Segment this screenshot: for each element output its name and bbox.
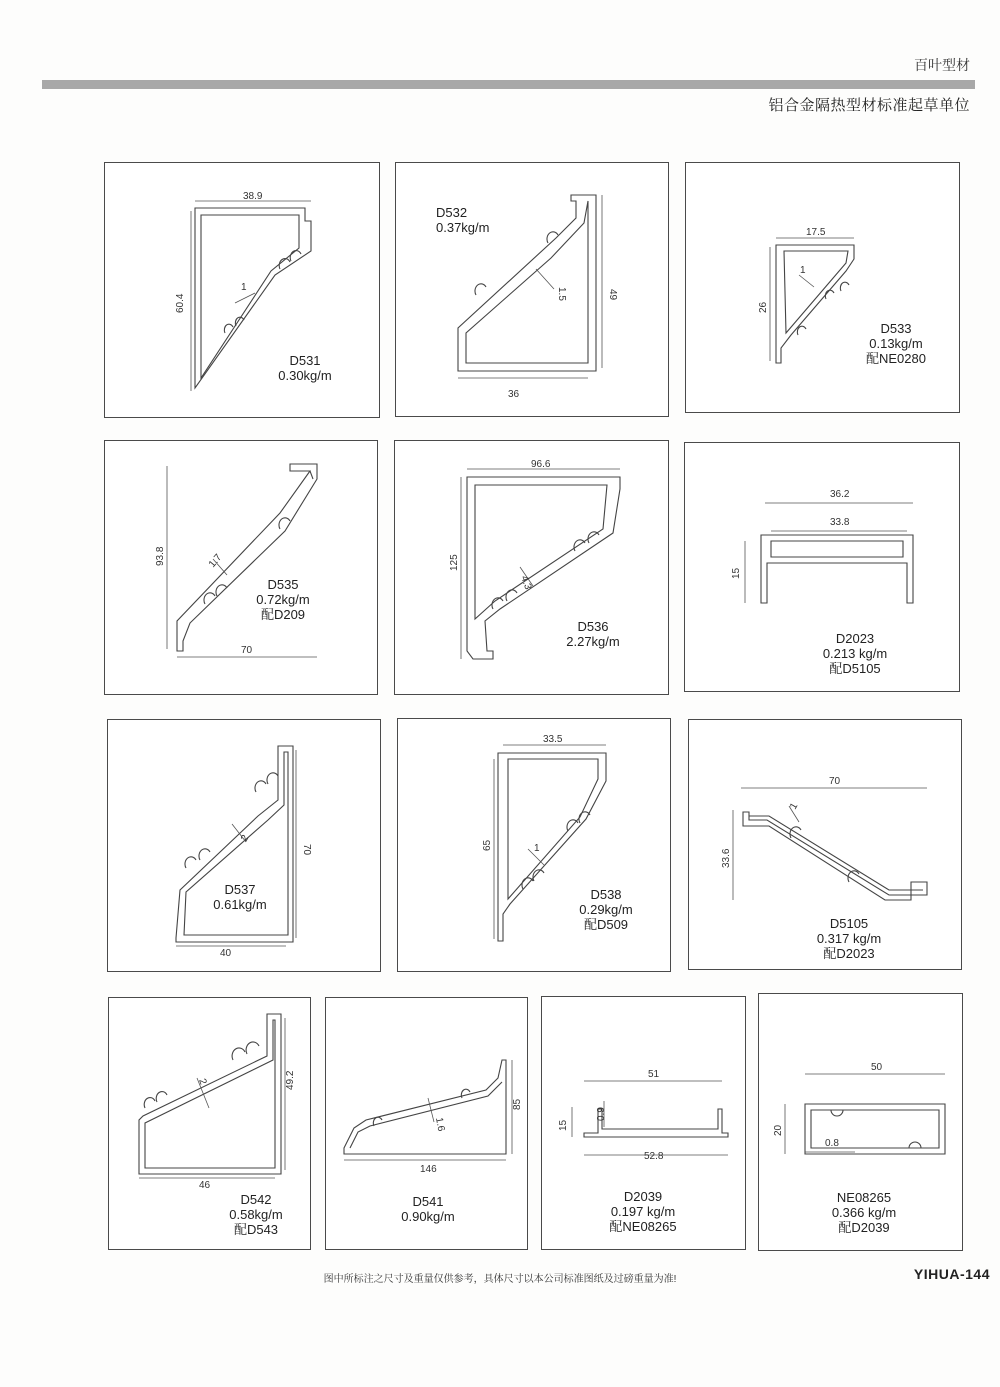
profile-panel-d531	[104, 162, 380, 418]
profile-code-d535: D535	[267, 577, 299, 592]
header-category: 百叶型材	[914, 57, 970, 73]
dim-ne08265-height: 20	[773, 1124, 784, 1136]
profile-code-d532: D532	[436, 205, 468, 220]
profile-panel-d2023	[684, 442, 960, 692]
dim-d541-width: 146	[420, 1164, 437, 1175]
profile-code-d2039: D2039	[623, 1189, 663, 1204]
dim-d2039-wall: 0.9	[596, 1107, 607, 1121]
dim-ne08265-wall: 0.8	[825, 1138, 839, 1149]
profile-match-ne08265: 配D2039	[838, 1220, 890, 1235]
dim-d2023-outer-width: 36.2	[830, 489, 850, 500]
profile-panel-d532	[395, 162, 669, 417]
profile-code-d538: D538	[590, 887, 622, 902]
profile-drawing-d532	[396, 163, 670, 418]
profile-weight-d542: 0.58kg/m	[229, 1207, 283, 1222]
dim-d542-width: 46	[199, 1180, 211, 1191]
dim-d532-width: 36	[508, 389, 520, 400]
profile-weight-d533: 0.13kg/m	[869, 336, 923, 351]
profile-code-d537: D537	[224, 882, 256, 897]
profile-panel-d541	[325, 997, 528, 1250]
profile-weight-d532: 0.37kg/m	[436, 220, 490, 235]
dim-d541-height: 85	[512, 1098, 523, 1110]
profile-match-d5105: 配D2023	[823, 946, 875, 961]
dim-d533-width: 17.5	[806, 227, 826, 238]
profile-weight-d541: 0.90kg/m	[401, 1209, 455, 1224]
dim-d5105-height: 33.6	[721, 848, 732, 868]
profile-code-d536: D536	[577, 619, 609, 634]
dim-ne08265-width: 50	[871, 1062, 883, 1073]
dim-d532-height: 49	[607, 289, 618, 301]
header-divider-bar	[42, 80, 975, 89]
profile-match-d535: 配D209	[260, 607, 306, 622]
profile-weight-d531: 0.30kg/m	[278, 368, 332, 383]
profile-weight-d536: 2.27kg/m	[566, 634, 620, 649]
dim-d2023-height: 15	[731, 567, 742, 579]
dim-d2023-inner-width: 33.8	[830, 517, 850, 528]
profile-code-d5105: D5105	[829, 916, 869, 931]
dim-d536-width: 96.6	[531, 459, 551, 470]
dim-d532-wall: 1.5	[556, 287, 567, 301]
profile-code-ne08265: NE08265	[836, 1190, 892, 1205]
profile-panel-d537	[107, 719, 381, 972]
profile-weight-d2039: 0.197 kg/m	[610, 1204, 676, 1219]
profile-code-d541: D541	[412, 1194, 444, 1209]
profile-panel-d2039	[541, 996, 746, 1250]
profile-weight-d535: 0.72kg/m	[256, 592, 310, 607]
profile-panel-d538	[397, 718, 671, 972]
profile-match-d542: 配D543	[233, 1222, 279, 1237]
footer-disclaimer: 图中所标注之尺寸及重量仅供参考，具体尺寸以本公司标准图纸及过磅重量为准!	[323, 1274, 677, 1285]
profile-code-d533: D533	[880, 321, 912, 336]
dim-d2039-bottom-width: 52.8	[644, 1151, 664, 1162]
dim-d531-height: 60.4	[175, 293, 186, 313]
header-subtitle: 铝合金隔热型材标准起草单位	[768, 97, 970, 114]
profile-code-d2023: D2023	[835, 631, 875, 646]
profile-drawing-d538	[398, 719, 672, 973]
profile-code-d531: D531	[289, 353, 321, 368]
dim-d537-wall: 2	[239, 833, 252, 844]
dim-d537-width: 40	[220, 948, 232, 959]
profile-weight-ne08265: 0.366 kg/m	[831, 1205, 897, 1220]
page-code: YIHUA-144	[913, 1266, 990, 1282]
profile-weight-d5105: 0.317 kg/m	[816, 931, 882, 946]
dim-d536-height: 125	[449, 554, 460, 571]
dim-d531-width: 38.9	[243, 191, 263, 202]
profile-drawing-d536	[395, 441, 670, 696]
dim-d531-wall: 1	[241, 282, 247, 293]
dim-d542-wall: 2	[196, 1077, 209, 1087]
profile-panel-d536	[394, 440, 669, 695]
profile-panel-ne08265	[758, 993, 963, 1251]
profile-weight-d538: 0.29kg/m	[579, 902, 633, 917]
profile-panel-d535	[104, 440, 378, 695]
dim-d535-width: 70	[241, 645, 253, 656]
dim-d533-wall: 1	[800, 265, 806, 276]
dim-d2039-height: 15	[558, 1119, 569, 1131]
profile-match-d533: 配NE0280	[866, 351, 926, 366]
dim-d536-wall: 4.3	[518, 574, 534, 592]
profile-match-d538: 配D509	[583, 917, 629, 932]
profile-drawing-d537	[108, 720, 382, 973]
dim-d538-height: 65	[482, 839, 493, 851]
profile-drawing-d533	[686, 163, 961, 414]
dim-d538-width: 33.5	[543, 734, 563, 745]
profile-panel-d542	[108, 997, 311, 1250]
profile-weight-d537: 0.61kg/m	[213, 897, 267, 912]
profile-weight-d2023: 0.213 kg/m	[822, 646, 888, 661]
profile-panel-d533	[685, 162, 960, 413]
dim-d537-height: 70	[301, 844, 312, 856]
dim-d542-height: 49.2	[285, 1070, 296, 1090]
dim-d2039-width: 51	[648, 1069, 660, 1080]
dim-d535-wall: 1.7	[206, 552, 225, 570]
profile-panel-d5105	[688, 719, 962, 970]
dim-d541-wall: 1.6	[433, 1116, 447, 1133]
dim-d538-wall: 1	[534, 843, 540, 854]
dim-d5105-wall: 1	[788, 801, 801, 812]
profile-match-d2023: 配D5105	[829, 661, 881, 676]
dim-d535-height: 93.8	[155, 546, 166, 566]
profile-code-d542: D542	[240, 1192, 272, 1207]
dim-d5105-width: 70	[829, 776, 841, 787]
profile-match-d2039: 配NE08265	[609, 1219, 677, 1234]
dim-d533-height: 26	[758, 301, 769, 313]
profile-drawing-d535	[105, 441, 379, 696]
